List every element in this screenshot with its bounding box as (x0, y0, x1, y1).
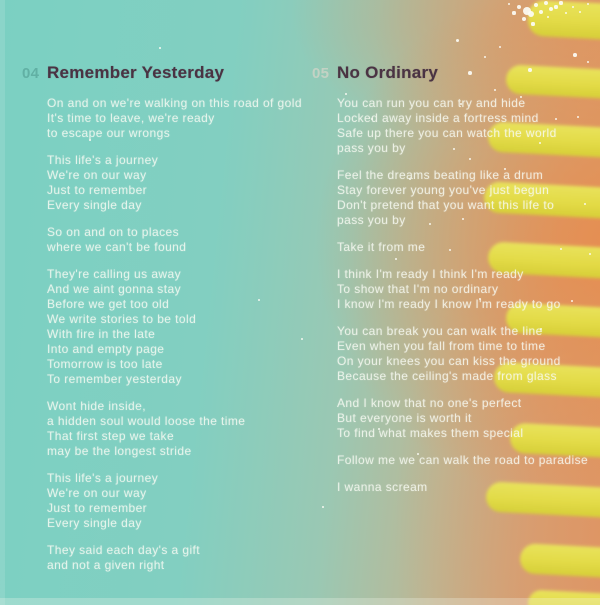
lyric-line: To show that I'm no ordinary (337, 282, 499, 296)
paint-speckle (512, 11, 515, 14)
lyric-stanza (47, 471, 304, 531)
lyric-stanza (337, 96, 598, 156)
lyric-line: To remember yesterday (47, 372, 182, 386)
lyric-stanza (47, 543, 304, 573)
paint-speckle (159, 47, 161, 49)
paint-speckle (499, 46, 502, 49)
lyric-line: On and on we're walking on this road of gold (47, 96, 302, 110)
lyric-line: And I know that no one's perfect (337, 396, 522, 410)
lyric-line: But everyone is worth it (337, 411, 472, 425)
paint-speckle (517, 5, 521, 9)
lyric-line: Every single day (47, 516, 142, 530)
lyric-line: Feel the dreams beating like a drum (337, 168, 544, 182)
paint-speckle (554, 5, 557, 8)
paint-speckle (539, 10, 543, 14)
lyric-line: pass you by (337, 141, 406, 155)
lyric-line: pass you by (337, 213, 406, 227)
lyric-line: I think I'm ready I think I'm ready (337, 267, 524, 281)
lyric-line: and not a given right (47, 558, 165, 572)
lyric-line: It's time to leave, we're ready (47, 111, 215, 125)
track-title: Remember Yesterday (47, 63, 225, 82)
page-left-edge (0, 0, 5, 605)
lyric-stanza (47, 96, 304, 141)
lyric-stanza (337, 396, 598, 441)
paint-speckle (573, 53, 577, 57)
lyric-line: On your knees you can kiss the ground (337, 354, 561, 368)
lyric-line: We're on our way (47, 168, 147, 182)
lyric-line: Into and empty page (47, 342, 165, 356)
lyric-line: Just to remember (47, 183, 148, 197)
lyrics-block (47, 96, 304, 573)
paint-speckle (572, 6, 575, 9)
paint-speckle (547, 16, 550, 19)
paint-speckle (531, 22, 534, 25)
lyric-line: We write stories to be told (47, 312, 197, 326)
lyric-line: Don't pretend that you want this life to (337, 198, 555, 212)
lyric-line: This life's a journey (47, 471, 159, 485)
lyric-line: You can break you can walk the line (337, 324, 543, 338)
lyric-line: Before we get too old (47, 297, 170, 311)
lyric-line: Just to remember (47, 501, 148, 515)
lyric-line: So on and on to places (47, 225, 179, 239)
lyric-line: We're on our way (47, 486, 147, 500)
track-column-05 (312, 63, 598, 507)
paint-speckle (559, 1, 562, 4)
lyric-stanza (47, 399, 304, 459)
lyric-line: Even when you fall from time to time (337, 339, 546, 353)
lyric-stanza (47, 225, 304, 255)
lyric-line: And we aint gonna stay (47, 282, 181, 296)
lyric-stanza (47, 153, 304, 213)
lyric-stanza (337, 480, 598, 495)
lyric-line: I know I'm ready I know I'm ready to go (337, 297, 561, 311)
lyric-stanza (337, 324, 598, 384)
lyric-line: With fire in the late (47, 327, 156, 341)
lyric-line: They're calling us away (47, 267, 182, 281)
paint-speckle (484, 56, 487, 59)
lyric-line: To find what makes them special (337, 426, 524, 440)
lyric-line: Take it from me (337, 240, 426, 254)
lyric-line: Because the ceiling's made from glass (337, 369, 557, 383)
paint-speckle (522, 17, 526, 21)
paint-speckle (579, 11, 582, 14)
paint-speckle (565, 12, 568, 15)
track-column-04 (22, 63, 304, 585)
lyric-line: Stay forever young you've just begun (337, 183, 550, 197)
track-number: 05 (312, 65, 330, 82)
lyric-line: Locked away inside a fortress mind (337, 111, 539, 125)
lyric-stanza (337, 453, 598, 468)
paint-speckle (534, 3, 538, 7)
lyric-line: may be the longest stride (47, 444, 192, 458)
track-header (312, 63, 598, 83)
track-title: No Ordinary (337, 63, 439, 82)
lyric-line: where we can't be found (47, 240, 187, 254)
track-number: 04 (22, 65, 40, 82)
lyric-stanza (337, 267, 598, 312)
paint-speckle (549, 7, 553, 11)
paint-speckle (587, 3, 590, 6)
lyric-line: Follow me we can walk the road to paradise (337, 453, 589, 467)
paint-speckle (508, 3, 511, 6)
lyrics-block (337, 96, 598, 495)
lyric-line: I wanna scream (337, 480, 428, 494)
lyric-line: Every single day (47, 198, 142, 212)
lyric-line: a hidden soul would loose the time (47, 414, 246, 428)
lyric-line: Tomorrow is too late (47, 357, 163, 371)
lyric-line: That first step we take (47, 429, 175, 443)
lyric-line: This life's a journey (47, 153, 159, 167)
paint-speckle (528, 11, 534, 17)
lyric-stanza (47, 267, 304, 387)
lyric-stanza (337, 240, 598, 255)
lyric-line: They said each day's a gift (47, 543, 201, 557)
paint-speckle (456, 39, 459, 42)
lyric-line: Wont hide inside, (47, 399, 146, 413)
page-bottom-edge (0, 598, 600, 605)
track-header (22, 63, 304, 83)
paint-speckle (544, 1, 548, 5)
lyric-line: to escape our wrongs (47, 126, 171, 140)
lyric-line: You can run you can try and hide (337, 96, 526, 110)
lyric-line: Safe up there you can watch the world (337, 126, 557, 140)
lyric-stanza (337, 168, 598, 228)
